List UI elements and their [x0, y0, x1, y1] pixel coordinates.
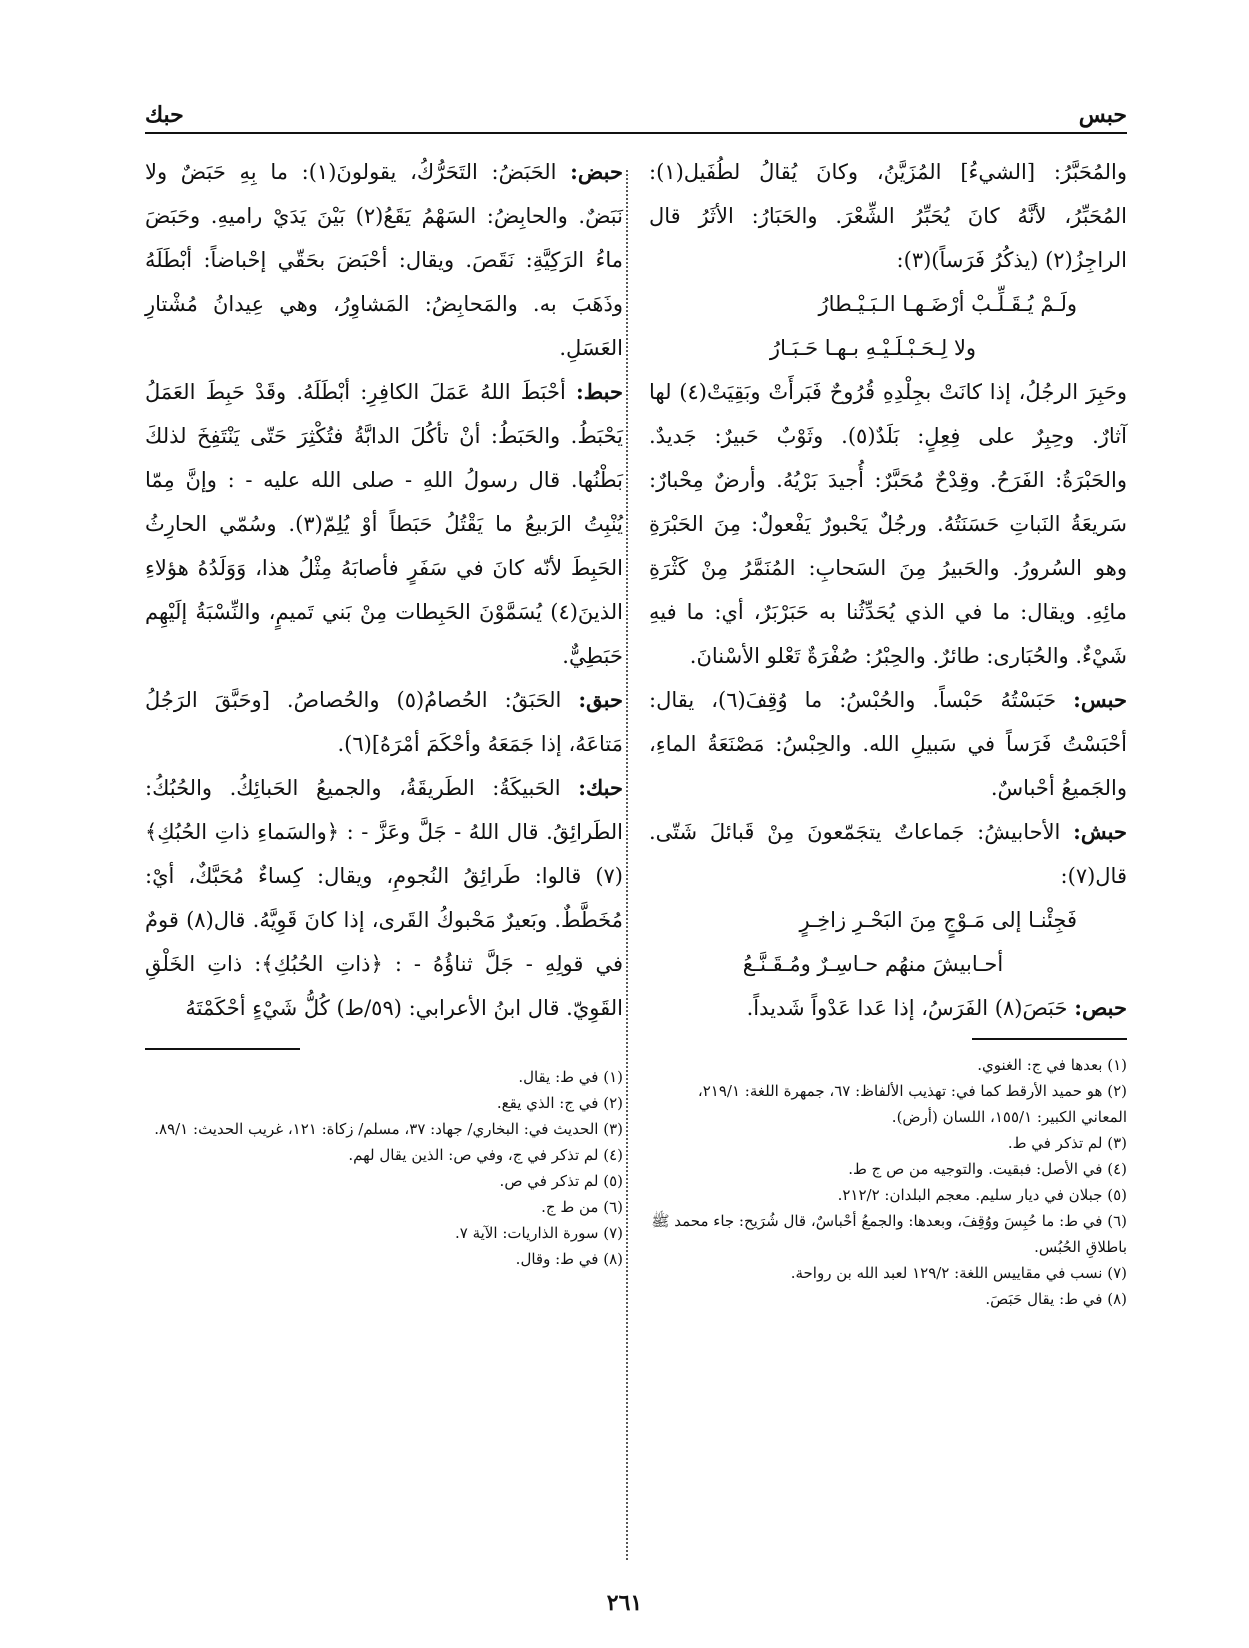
headword: حبص: [1074, 995, 1127, 1020]
entry-habas [649, 986, 1127, 1030]
right-body-3 [649, 986, 1127, 1030]
entry-habak [145, 766, 623, 1030]
poem-2 [649, 898, 1127, 986]
footnote: (٧) سورة الذاريات: الآية ٧. [455, 1224, 623, 1242]
headword: حبش: [1073, 819, 1127, 844]
left-column [145, 150, 623, 1570]
header-right-entry: حبس [1078, 102, 1127, 128]
entry-habat [145, 370, 623, 678]
footnote: (٣) الحديث في: البخاري/ جهاد: ٣٧، مسلم/ زكاة: ١٢١، غريب الحديث: ٨٩/١. [154, 1120, 623, 1138]
footnote: (٨) في ط: وقال. [515, 1250, 623, 1268]
footnote: (١) بعدها في ج: الغنوي. [977, 1056, 1127, 1074]
right-column [649, 150, 1127, 1570]
column-divider [626, 170, 628, 1560]
paragraph-text: حَبَصَ(٨) الفَرَسُ، إذا عَدا عَدْواً شَديداً. [746, 996, 1068, 1020]
footnote: (٨) في ط: يقال حَبَصَ. [985, 1290, 1127, 1308]
headword: حبض: [570, 159, 623, 184]
paragraph-text: أحْبَطَ اللهُ عَمَلَ الكافِرِ: أبْطَلَهُ. وقَدْ حَبِطَ العَمَلُ يَحْبَطُ. والحَبَطُ: أنْ تأكُلَ الدابَّةُ فتُكْثِرَ حَتّى يَنْتَفِخَ لذلكَ بَطْنُها. قال رسولُ اللهِ - صلى الله عليه - : وإنَّ مِمّا يُنْبِتُ الرَبيعُ ما يَقْتُلُ حَبَطاً أوْ يُلِمّ(٣). وسُمّي الحارِثُ الحَبِطَ لأنّه كانَ في سَفَرٍ فأصابَهُ مِثْلُ هذا، وَوَلَدُهُ هؤلاءِ الذينَ(٤) يُسَمَّوْنَ الحَبِطات مِنْ بَني تَميمٍ، والنِّسْبَةُ إلَيْهِم حَبَطِيٌّ. [145, 380, 624, 668]
verse-line: فَجِئْنـا إلى مَـوْجٍ مِنَ البَحْـرِ زاخِـرٍ [799, 908, 1077, 932]
footnote-separator [145, 1048, 300, 1050]
footnote: (٦) في ط: ما حُبِسَ ووُقِفَ، وبعدها: والجمعُ أحْباسٌ، قال شُرَيح: جاء محمد ﷺ باطلاقِ الحُبُس. [651, 1212, 1127, 1256]
footnote: (٧) نسب في مقاييس اللغة: ١٢٩/٢ لعبد الله بن رواحة. [790, 1264, 1127, 1282]
footnote: (٤) لم تذكر في ج، وفي ص: الذين يقال لهم. [348, 1146, 623, 1164]
poem-1 [649, 282, 1127, 370]
paragraph-text: الحَبيكَةُ: الطَريقَةُ، والجميعُ الحَبائِكُ. والحُبُكُ: الطَرائِقُ. قال اللهُ - جَلَّ وعَزَّ - : ﴿والسَماءِ ذاتِ الحُبُكِ﴾(٧) قالوا: طَرائِقُ النُجومِ، ويقال: كِساءٌ مُحَبَّكٌ، أيْ: مُخَطَّطٌ. وبَعيرٌ مَحْبوكُ القَرى، إذا كانَ قَوِيَّهُ. قال(٨) قومٌ في قولِهِ - جَلَّ ثناؤُهُ - : ﴿ذاتِ الحُبُكِ﴾: ذاتِ الخَلْقِ القَوِيّ. قال ابنُ الأعرابي: (٥٩/ط) كُلُّ شَيْءٍ أحْكَمْتَهُ [145, 776, 623, 1020]
paragraph-text: حَبَسْتُهُ حَبْساً. والحُبْسُ: ما وُقِفَ(٦)، يقال: أحْبَسْتُ فَرَساً في سَبيلِ الله. والحِبْسُ: مَصْنَعَةُ الماءِ، والجَميعُ أحْباسٌ. [649, 688, 1127, 800]
paragraph-text: والمُحَبَّرُ: [الشيءُ] المُزَيَّنُ، وكانَ يُقالُ لطُفَيل(١): المُحَبِّرُ، لأنَّهُ كانَ يُحَبِّرُ الشِّعْرَ. والحَبَارُ: الأثَرُ قال الراجِزُ(٢) (يذكُرُ فَرَساً)(٣): [649, 160, 1127, 272]
running-header [145, 100, 1127, 134]
paragraph [649, 370, 1127, 678]
footnote: (٤) في الأصل: فبقيت. والتوجيه من ص ج ط. [848, 1160, 1127, 1178]
left-footnotes [145, 1064, 623, 1272]
left-body [145, 150, 623, 1030]
headword: حبك: [578, 775, 623, 800]
paragraph [649, 150, 1127, 282]
verse-line: ولا لِـحَـبْـلَـيْـهِ بـهـا حَـبَـارُ [769, 336, 977, 360]
footnote-separator [972, 1038, 1127, 1040]
entry-habaq [145, 678, 623, 766]
footnote: (٢) هو حميد الأرقط كما في: تهذيب الألفاظ: ٦٧، جمهرة اللغة: ٢١٩/١، المعاني الكبير: ١٥٥/١، اللسان (أرض). [697, 1082, 1127, 1126]
entry-habs [649, 678, 1127, 810]
footnote: (٥) لم تذكر في ص. [499, 1172, 623, 1190]
paragraph-text: الأحابيشُ: جَماعاتٌ يتجَمّعونَ مِنْ قَبائلَ شَتّى. قال(٧): [649, 820, 1127, 888]
verse-line: أحـابيشَ منهُم حـاسِـرٌ ومُـقَـنَّـعُ [742, 952, 1004, 976]
right-body-2 [649, 370, 1127, 898]
header-left-entry: حبك [145, 102, 184, 128]
footnote: (٥) جبلان في ديار سليم. معجم البلدان: ٢١٢/٢. [837, 1186, 1127, 1204]
right-footnotes [649, 1052, 1127, 1312]
entry-habad [145, 150, 623, 370]
headword: حبس: [1073, 687, 1127, 712]
paragraph-text: وحَبِرَ الرجُلُ، إذا كانَتْ بجِلْدِهِ قُرُوحٌ فَبَرأَتْ وبَقِيَتْ(٤) لها آثارٌ. وحِبِرٌ على فِعِلٍ: بَلَدٌ(٥). وثَوْبٌ حَبيرٌ: جَديدٌ. والحَبْرَةُ: الفَرَحُ. وقِدْحٌ مُحَبَّرٌ: أُجيدَ بَرْيُهُ. وأرضٌ مِحْبارٌ: سَريعَةُ النَباتِ حَسَنَتُهُ. ورجُلٌ يَحْبورٌ يَفْعولٌ: مِنَ الحَبْرَةِ وهو السُرورُ. والحَبيرُ مِنَ السَحابِ: المُنَمَّرُ مِنْ كَثْرَةِ مائِهِ. ويقال: ما في الذي يُحَدِّثُنا به حَبَرْبَرٌ، أي: ما فيهِ شَيْءٌ. والحُبَارى: طائرٌ. والحِبْرُ: صُفْرَةٌ تَعْلو الأسْنانَ. [649, 380, 1127, 668]
paragraph-text: الحَبَضُ: التَحَرُّكُ، يقولونَ(١): ما بِهِ حَبَضٌ ولا نَبَضٌ. والحابِضُ: السَهْمُ يَقَعُ(٢) بَيْنَ يَدَيْ راميهِ. وحَبَضَ ماءُ الرَكِيَّةِ: نَقَصَ. ويقال: أحْبَضَ بحَقّي إحْباضاً: أبْطَلَهُ وذَهَبَ به. والمَحابِضُ: المَشاوِرُ، وهي عِيدانُ مُشْتارِ العَسَلِ. [145, 160, 623, 360]
right-body [649, 150, 1127, 282]
footnote: (١) في ط: يقال. [518, 1068, 623, 1086]
verse-line: ولَـمْ يُـقَـلِّـبْ أرْضَـهـا الـبَـيْـطارُ [818, 292, 1077, 316]
page-number: ٢٦١ [606, 1590, 643, 1616]
entry-habash [649, 810, 1127, 898]
headword: حبق: [578, 687, 623, 712]
paragraph-text: الحَبَقُ: الحُصامُ(٥) والحُصاصُ. [وحَبَّقَ الرَجُلُ مَتاعَهُ، إذا جَمَعَهُ وأحْكَمَ أمْرَهُ](٦). [145, 688, 623, 756]
footnote: (٢) في ج: الذي يقع. [496, 1094, 623, 1112]
headword: حبط: [575, 379, 623, 404]
footnote: (٦) من ط ج. [541, 1198, 623, 1216]
footnote: (٣) لم تذكر في ط. [1007, 1134, 1127, 1152]
